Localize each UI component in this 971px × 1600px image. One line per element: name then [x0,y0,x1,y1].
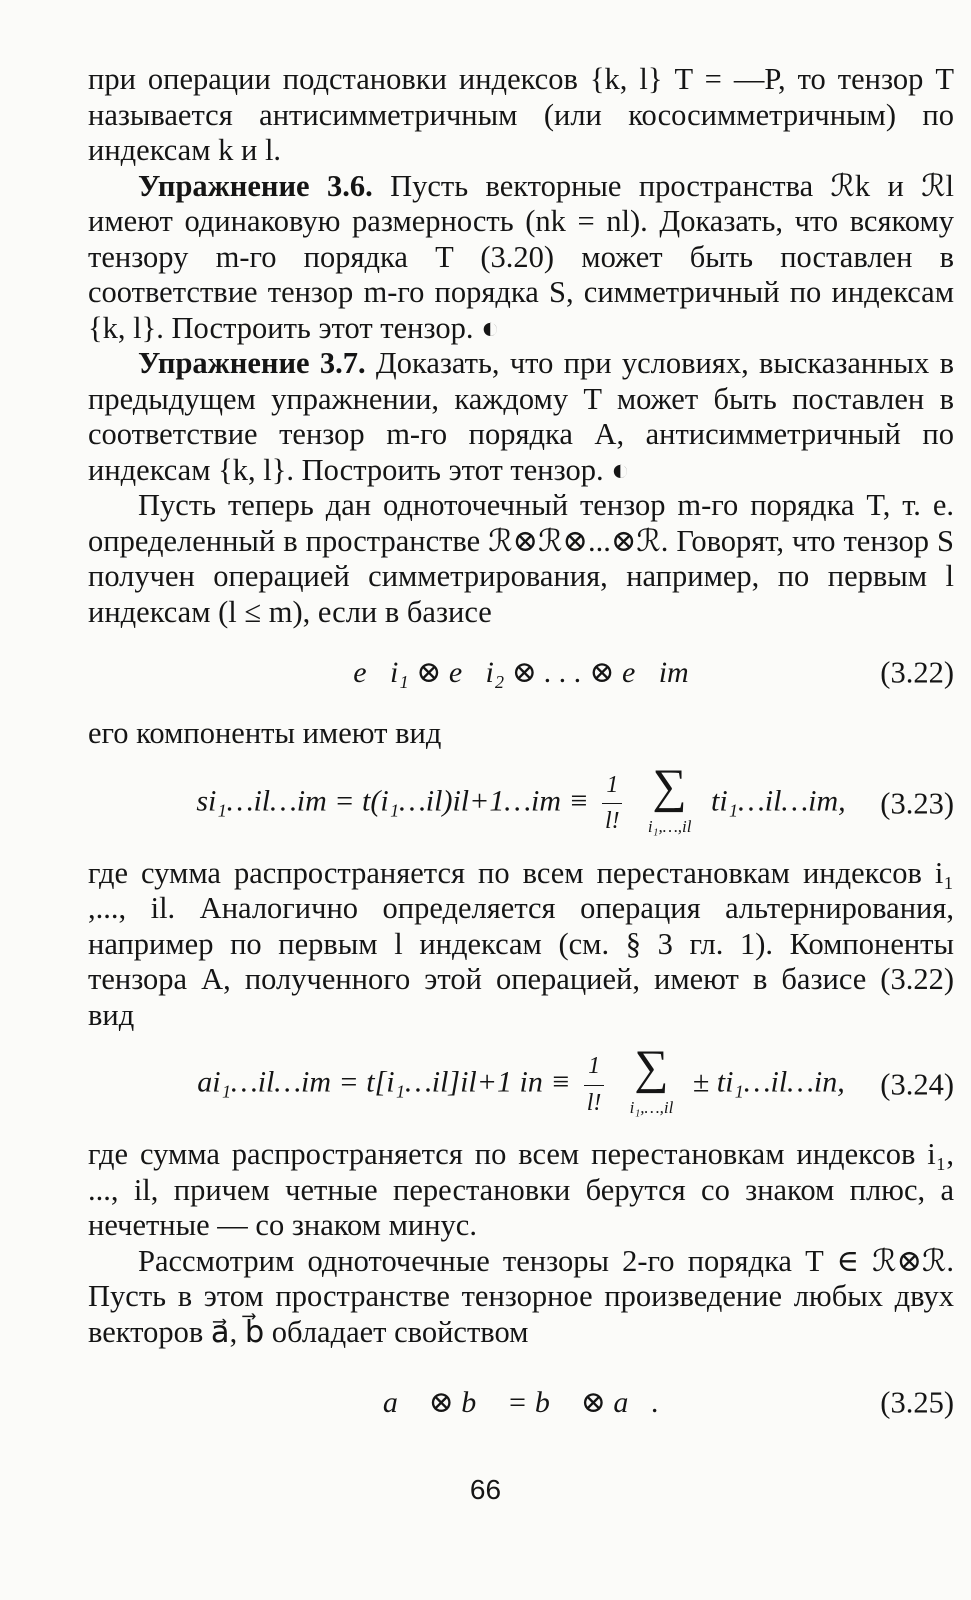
equation-3-25 [88,1364,954,1442]
equation-3-23-sigma: ∑ [652,759,687,813]
page-number: 66 [469,1474,502,1505]
equation-3-22-number: (3.22) [880,655,954,690]
equation-3-24-sigma: ∑ [634,1041,669,1095]
exercise-3-6-text: Пусть векторные пространства ℛk и ℛl имеют одинаковую размерность (nk = nl). Доказать, что всякому тензору m-го порядка T (3.20) может быть поставлен в соответствие тензор m-го порядка S, симметричный по индексам {k, l}. Построить этот тензор. ◐ [88,168,954,345]
equation-3-24-rhs: ± ti₁…il…in, [692,1065,845,1099]
equation-3-22 [88,634,954,712]
exercise-3-7-label: Упражнение 3.7. [138,346,366,380]
exercise-3-6-label: Упражнение 3.6. [138,168,373,203]
equation-3-23-formula [196,759,846,845]
paragraph-antisymmetric-definition: при операции подстановки индексов {k, l} T = —P, то тензор T называется антисимметричным (или кососимметричным) по индексам k и l. [88,62,954,167]
equation-3-22-formula: e⃗i₁ ⊗ e⃗i₂ ⊗ . . . ⊗ e⃗im [353,656,689,690]
equation-3-24-sum [629,1041,674,1126]
equation-3-23-sum [647,759,692,845]
exercise-3-6 [88,169,954,347]
equation-3-23-number: (3.23) [880,785,954,820]
equation-3-23-lhs: si₁…il…im = t(i₁…il)il+1…im ≡ [196,784,589,818]
equation-3-23-frac-top: 1 [602,768,622,805]
paragraph-components: его компоненты имеют вид [88,716,442,750]
equation-3-24-lhs: ai₁…il…im = t[i₁…il]il+1 in ≡ [197,1065,571,1099]
equation-3-24-sum-limits: i₁,…,il [629,1098,674,1118]
equation-3-23-fraction [602,768,622,840]
equation-3-24-frac-top: 1 [584,1049,604,1086]
equation-3-23-frac-bottom: l! [604,808,620,834]
paragraph-symmetrization: Пусть теперь дан одноточечный тензор m-го порядка T, т. е. определенный в пространстве ℛ⊗ℛ⊗...⊗ℛ. Говорят, что тензор S получен операцией симметрирования, например, по первым l индексам (l ≤ m), если в базисе [88,488,954,629]
paragraph-second-order-tensors: Рассмотрим одноточечные тензоры 2-го порядка T ∈ ℛ⊗ℛ. Пусть в этом пространстве тензорное произведение любых двух векторов a⃗, b⃗ обладает свойством [88,1243,954,1349]
equation-3-24 [88,1037,954,1133]
equation-3-24-frac-bottom: l! [586,1089,602,1116]
equation-3-23 [88,756,954,852]
equation-3-25-formula: a⃗ ⊗ b⃗ = b⃗ ⊗ a⃗. [382,1386,660,1420]
equation-3-23-sum-limits: i₁,…,il [647,816,692,836]
equation-3-23-rhs: ti₁…il…im, [711,784,846,818]
equation-3-25-number: (3.25) [880,1385,954,1420]
paragraph-sum-signs: где сумма распространяется по всем перестановкам индексов i₁, ..., il, причем четные перестановки берутся со знаком плюс, а нечетные — со знаком минус. [88,1137,954,1242]
page-body [88,62,954,1446]
exercise-3-7-text: Доказать, что при условиях, высказанных в предыдущем упражнении, каждому T может быть поставлен в соответствие тензор m-го порядка A, антисимметричный по индексам {k, l}. Построить этот тензор. ◐ [88,346,954,487]
exercise-3-7 [88,346,954,488]
equation-3-24-number: (3.24) [880,1067,954,1102]
equation-3-24-formula [197,1041,845,1126]
equation-3-24-fraction [584,1049,604,1121]
paragraph-alternation: где сумма распространяется по всем перестановкам индексов i₁ ,..., il. Аналогично определяется операция альтернирования, например по первым l индексам (см. § 3 гл. 1). Компоненты тензора A, полученного этой операцией, имеют в базисе (3.22) вид [88,855,954,1032]
